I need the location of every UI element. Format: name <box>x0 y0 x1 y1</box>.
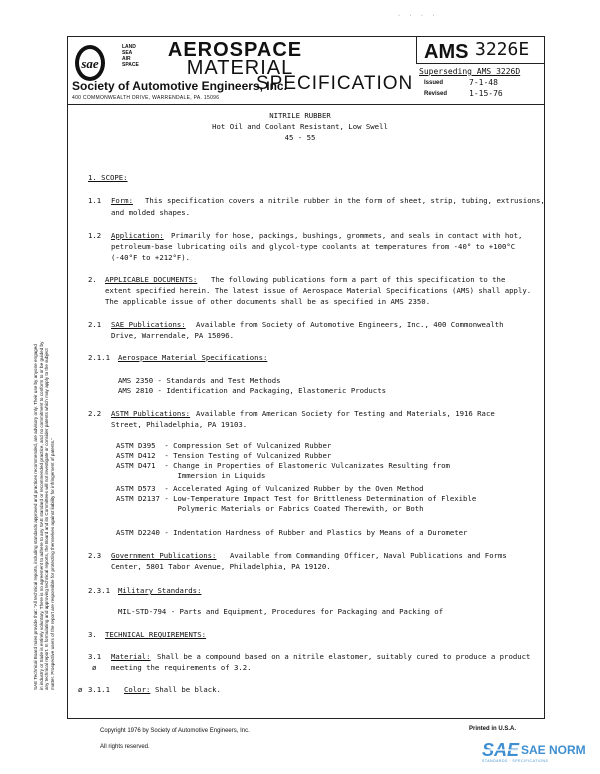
svg-text:sae: sae <box>81 56 99 71</box>
ams-number: 3226E <box>475 39 530 60</box>
s3-1-1-text: Shall be black. <box>155 685 221 694</box>
s2-1-number: 2.1 <box>88 320 102 329</box>
sae-seal-logo <box>74 43 118 83</box>
heading-aerospace: AEROSPACE <box>167 39 303 61</box>
logo-caption: LAND SEA AIR SPACE <box>122 44 139 68</box>
s2-1-text-b: Drive, Warrendale, PA 15096. <box>111 331 235 340</box>
society-name: Society of Automotive Engineers, Inc. <box>72 79 287 93</box>
astm-doc-item: ASTM D471 - Change in Properties of Elastomeric Vulcanizates Resulting from <box>116 461 450 470</box>
rights-line: All rights reserved. <box>100 744 150 750</box>
s2-2-number: 2.2 <box>88 409 102 418</box>
s3-1-label: Material: <box>111 652 151 661</box>
mil-std-item: MIL-STD-794 - Parts and Equipment, Procedures for Packaging and Packing of <box>118 607 444 616</box>
astm-doc-item: ASTM D2137 - Low-Temperature Impact Test for Brittleness Determination of Flexible <box>116 494 477 503</box>
s2-1-1-number: 2.1.1 <box>88 353 110 362</box>
astm-doc-item: Immersion in Liquids <box>116 471 266 480</box>
superseding-note: Superseding AMS 3226D <box>419 67 521 76</box>
sae-norm-text: SAE NORM <box>521 743 586 757</box>
svg-text:SAE: SAE <box>482 740 520 760</box>
s1-1-text-a: This specification covers a nitrile rubber in the form of sheet, strip, tubing, extrusions, <box>145 196 545 205</box>
s1-2-text-c: (-40°F to +212°F). <box>111 253 191 262</box>
sae-norm-watermark <box>480 739 592 765</box>
s2-3-number: 2.3 <box>88 551 102 560</box>
issued-label: Issued <box>424 80 444 86</box>
s2-1-text-a: Available from Society of Automotive Engineers, Inc., 400 Commonwealth <box>196 320 504 329</box>
s2-2-text-a: Available from American Society for Testing and Materials, 1916 Race <box>196 409 495 418</box>
copyright-line: Copyright 1976 by Society of Automotive Engineers, Inc. <box>100 728 250 734</box>
s1-1-text-b: and molded shapes. <box>111 208 191 217</box>
section-1-scope: 1. SCOPE: <box>88 173 128 182</box>
s3-1-1-label: Color: <box>124 685 151 694</box>
heading-specification: SPECIFICATION <box>256 73 414 94</box>
revision-mark: ø <box>92 663 97 672</box>
s2-number: 2. <box>88 275 97 284</box>
astm-doc-item: ASTM D573 - Accelerated Aging of Vulcanized Rubber by the Oven Method <box>116 484 424 493</box>
s3-label: TECHNICAL REQUIREMENTS: <box>105 630 207 639</box>
ams-doc-item: AMS 2350 - Standards and Test Methods <box>118 376 281 385</box>
s1-2-label: Application: <box>111 231 164 240</box>
s2-3-text-b: Center, 5801 Tabor Avenue, Philadelphia, PA 19120. <box>111 562 331 571</box>
revision-mark: ø <box>78 685 83 694</box>
s2-3-label: Government Publications: <box>111 551 217 560</box>
s2-label: APPLICABLE DOCUMENTS: <box>105 275 198 284</box>
scan-dots: · · · · <box>398 13 439 19</box>
astm-doc-item: ASTM D395 - Compression Set of Vulcanized Rubber <box>116 441 332 450</box>
s3-1-text-a: Shall be a compound based on a nitrile elastomer, suitably cured to produce a product <box>157 652 531 661</box>
header-divider <box>67 104 545 105</box>
s2-1-1-label: Aerospace Material Specifications: <box>118 353 268 362</box>
s1-2-text-a: Primarily for hose, packings, bushings, grommets, and seals in contact with hot, <box>171 231 523 240</box>
title-line-2: Hot Oil and Coolant Resistant, Low Swell <box>212 122 388 131</box>
astm-doc-item: Polymeric Materials or Fabrics Coated Therewith, or Both <box>116 504 424 513</box>
s2-3-text-a: Available from Commanding Officer, Naval Publications and Forms <box>230 551 507 560</box>
s1-2-number: 1.2 <box>88 231 102 240</box>
sae-norm-subtext: STANDARDS · SPECIFICATIONS <box>482 759 549 763</box>
s3-1-1-number: 3.1.1 <box>88 685 110 694</box>
sae-disclaimer: SAE Technical Board rules provide that: "All technical reports, including standards approved and practices recommended, are advisory only. Their use by anyone engaged in industry or trade is entirely voluntary. There is no agreement to adhere to any SAE standard or recommended practice, and no commitment to conform to or be guided by any technical report. In formulating and approving technical reports, the Board and its Committees will not investigate or consider patents which may apply to the subject matter. Prospective users of the report are responsible for protecting themselves against liability for infringement of patents." <box>33 341 55 690</box>
printed-in: Printed in U.S.A. <box>469 726 517 732</box>
s2-1-label: SAE Publications: <box>111 320 186 329</box>
astm-doc-item: ASTM D412 - Tension Testing of Vulcanized Rubber <box>116 451 332 460</box>
society-address: 400 COMMONWEALTH DRIVE, WARRENDALE, PA. 15096 <box>72 95 220 101</box>
s3-1-text-b: meeting the requirements of 3.2. <box>111 663 252 672</box>
s2-2-text-b: Street, Philadelphia, PA 19103. <box>111 420 248 429</box>
s3-1-number: 3.1 <box>88 652 102 661</box>
s2-text-b: extent specified herein. The latest issue of Aerospace Material Specifications (AMS) shall apply. <box>105 286 532 295</box>
s2-3-1-number: 2.3.1 <box>88 586 110 595</box>
issued-date: 7-1-48 <box>469 78 498 87</box>
revised-date: 1-15-76 <box>469 89 503 98</box>
title-line-1: NITRILE RUBBER <box>269 111 331 120</box>
s1-1-number: 1.1 <box>88 196 102 205</box>
s2-text-a: The following publications form a part of this specification to the <box>211 275 506 284</box>
s2-2-label: ASTM Publications: <box>111 409 191 418</box>
astm-d2240: ASTM D2240 - Indentation Hardness of Rubber and Plastics by Means of a Durometer <box>116 528 468 537</box>
s2-3-1-label: Military Standards: <box>118 586 202 595</box>
s3-number: 3. <box>88 630 97 639</box>
s2-text-c: The applicable issue of other documents shall be as specified in AMS 2350. <box>105 297 431 306</box>
heading-material: MATERIAL <box>186 57 294 79</box>
title-line-3: 45 - 55 <box>284 133 316 142</box>
s1-1-label: Form: <box>111 196 133 205</box>
revised-label: Revised <box>424 91 448 97</box>
ams-doc-item: AMS 2810 - Identification and Packaging, Elastomeric Products <box>118 386 386 395</box>
s1-2-text-b: petroleum-base lubricating oils and glycol-type coolants at temperatures from -40° to +100°C <box>111 242 516 251</box>
ams-prefix: AMS <box>424 41 469 63</box>
